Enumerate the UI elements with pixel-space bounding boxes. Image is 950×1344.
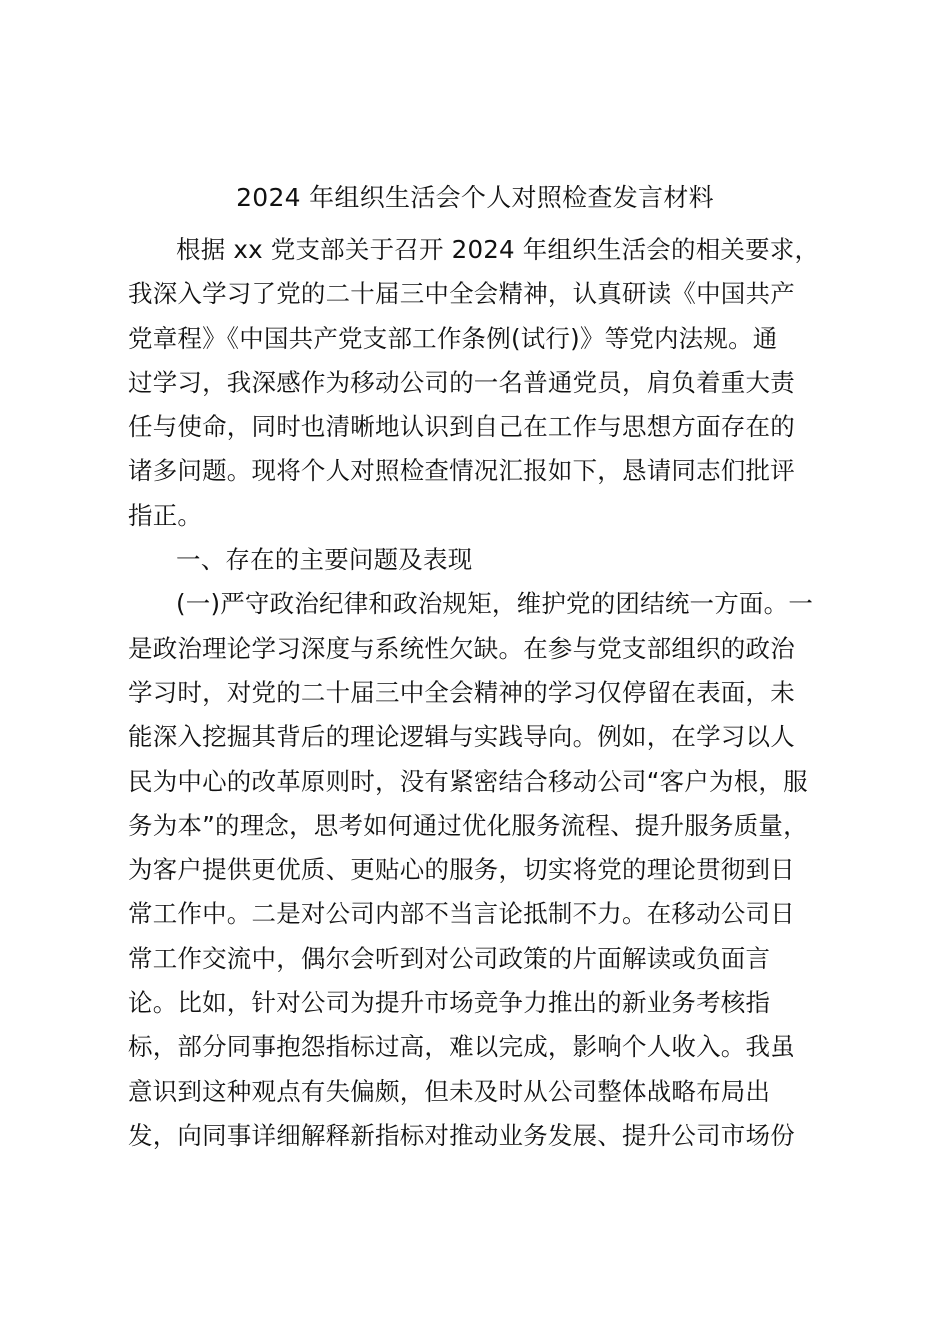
- text-line: 论。比如，针对公司为提升市场竞争力推出的新业务考核指: [128, 988, 771, 1018]
- text-line: 指正。: [128, 500, 203, 530]
- text-line: 民为中心的改革原则时，没有紧密结合移动公司“客户为根，服: [128, 766, 808, 796]
- text-line: 发，向同事详细解释新指标对推动业务发展、提升公司市场份: [128, 1120, 795, 1150]
- text-line: 标，部分同事抱怨指标过高，难以完成，影响个人收入。我虽: [128, 1032, 795, 1062]
- section-heading: 一、存在的主要问题及表现: [176, 545, 473, 575]
- text-line: 党章程》《中国共产党支部工作条例(试行)》等党内法规。通: [128, 323, 778, 353]
- text-line: 常工作中。二是对公司内部不当言论抵制不力。在移动公司日: [128, 899, 795, 929]
- text-line: 任与使命，同时也清晰地认识到自己在工作与思想方面存在的: [128, 412, 795, 442]
- text-line: 为客户提供更优质、更贴心的服务，切实将党的理论贯彻到日: [128, 855, 795, 885]
- document-title: 2024 年组织生活会个人对照检查发言材料: [236, 183, 714, 212]
- text-line: 根据 xx 党支部关于召开 2024 年组织生活会的相关要求，: [176, 235, 820, 264]
- text-line: 我深入学习了党的二十届三中全会精神，认真研读《中国共产: [128, 279, 795, 309]
- text-line: 意识到这种观点有失偏颇，但未及时从公司整体战略布局出: [128, 1076, 771, 1106]
- text-line: 过学习，我深感作为移动公司的一名普通党员，肩负着重大责: [128, 367, 795, 397]
- text-line: 能深入挖掘其背后的理论逻辑与实践导向。例如，在学习以人: [128, 722, 795, 752]
- text-line: 诸多问题。现将个人对照检查情况汇报如下，恳请同志们批评: [128, 456, 795, 486]
- paragraph-section-1-1: [128, 582, 838, 1158]
- text-line: 是政治理论学习深度与系统性欠缺。在参与党支部组织的政治: [128, 633, 795, 663]
- text-line: 学习时，对党的二十届三中全会精神的学习仅停留在表面，未: [128, 677, 795, 707]
- document-body: [128, 228, 838, 1158]
- paragraph-intro: [128, 228, 838, 538]
- text-line: 常工作交流中，偶尔会听到对公司政策的片面解读或负面言: [128, 943, 771, 973]
- text-line: (一)严守政治纪律和政治规矩，维护党的团结统一方面。一: [176, 589, 814, 619]
- text-line: 务为本”的理念，思考如何通过优化服务流程、提升服务质量，: [128, 810, 808, 840]
